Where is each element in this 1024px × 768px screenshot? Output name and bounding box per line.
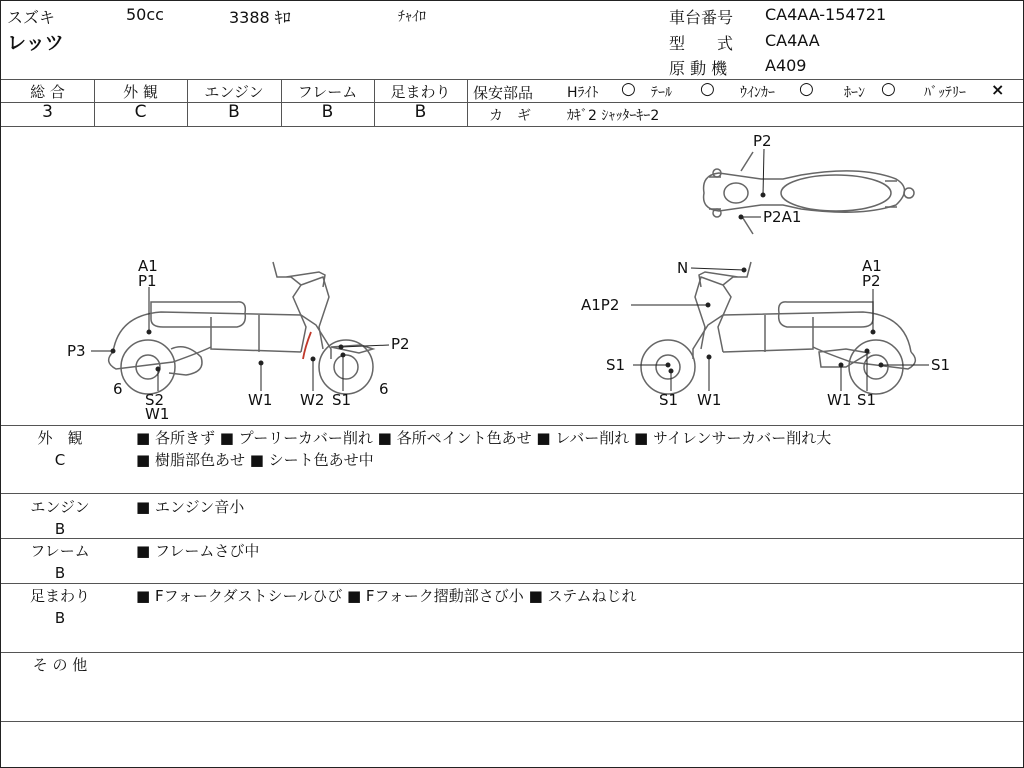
diagram-label: W1 [248, 391, 273, 409]
section-exterior-line: ■ 樹脂部色あせ ■ シート色あせ中 [136, 451, 374, 469]
grade-suspension-label: 足まわり [390, 83, 451, 101]
frame-no: CA4AA-154721 [765, 5, 887, 24]
model-name: レッツ [7, 32, 64, 54]
grade-engine-label: エンジン [204, 83, 264, 101]
diagram-label: W2 [300, 391, 325, 409]
diagram-label: A1 [138, 257, 158, 275]
safety-winker-mark: ○ [799, 79, 814, 99]
engine-label: 原 動 機 [669, 59, 728, 78]
diagram-label: N [677, 259, 689, 277]
divider [467, 79, 468, 126]
displacement: 50cc [126, 5, 164, 24]
grade-exterior-label: 外 観 [123, 83, 158, 101]
divider [1, 425, 1023, 426]
section-other-label: そ の 他 [32, 656, 88, 674]
safety-battery-label: ﾊﾞｯﾃﾘｰ [924, 85, 966, 101]
safety-headlight-mark: ○ [621, 79, 636, 99]
diagram-label: P2 [753, 132, 772, 150]
section-engine-grade: B [54, 520, 66, 538]
grade-total-label: 総 合 [30, 83, 65, 101]
section-suspension-grade: B [54, 609, 66, 627]
section-exterior-line: ■ 各所きず ■ プーリーカバー削れ ■ 各所ペイント色あせ ■ レバー削れ ■ サイレンサーカバー削れ大 [136, 429, 832, 447]
diagram-label: W1 [827, 391, 852, 409]
section-exterior-grade: C [54, 451, 66, 469]
diagram-label: P2A1 [763, 208, 802, 226]
diagram-label: P3 [67, 342, 86, 360]
safety-tail-mark: ○ [700, 79, 715, 99]
section-frame-line: ■ フレームさび中 [136, 542, 260, 560]
engine-value: A409 [765, 56, 807, 75]
maker: スズキ [7, 8, 56, 27]
safety-horn-mark: ○ [881, 79, 896, 99]
safety-headlight-label: Hﾗｲﾄ [567, 85, 599, 101]
section-suspension-label: 足まわり [29, 587, 90, 605]
damage-diagram [1, 127, 1023, 425]
diagram-label: S1 [332, 391, 352, 409]
divider [1, 652, 1023, 653]
diagram-label: A1 [862, 257, 882, 275]
section-frame-label: フレーム [30, 542, 90, 560]
safety-battery-mark: × [991, 80, 1005, 99]
scooter-top-view [704, 152, 914, 234]
diagram-label: P2 [391, 335, 410, 353]
key-label: カ ギ [489, 108, 531, 124]
section-engine-label: エンジン [30, 498, 90, 516]
divider [1, 79, 1023, 80]
divider [1, 583, 1023, 584]
diagram-label: 6 [113, 380, 123, 398]
diagram-label: S2 [145, 391, 165, 409]
diagram-label: P2 [862, 272, 881, 290]
safety-tail-label: ﾃｰﾙ [651, 85, 672, 101]
frame-no-label: 車台番号 [669, 8, 734, 27]
diagram-label: S1 [931, 356, 951, 374]
divider [467, 102, 1023, 103]
diagram-label: S1 [659, 391, 679, 409]
safety-horn-label: ﾎｰﾝ [844, 85, 865, 101]
diagram-label: S1 [857, 391, 877, 409]
diagram-label: W1 [145, 405, 170, 423]
safety-winker-label: ｳｲﾝｶｰ [740, 85, 775, 101]
divider [1, 538, 1023, 539]
grade-total-value: 3 [42, 102, 53, 122]
type-label: 型 式 [669, 34, 734, 53]
grade-suspension-value: B [414, 102, 427, 122]
section-exterior-label: 外 観 [37, 429, 83, 447]
grade-frame-label: フレーム [297, 83, 358, 101]
divider [1, 493, 1023, 494]
section-suspension-line: ■ Fフォークダストシールひび ■ Fフォーク摺動部さび小 ■ ステムねじれ [136, 587, 637, 605]
diagram-label: W1 [697, 391, 722, 409]
diagram-label: A1P2 [581, 296, 620, 314]
mileage: 3388 ｷﾛ [229, 8, 291, 27]
key-value: ｶｷﾞ2 ｼｬｯﾀｰｷｰ2 [567, 108, 660, 124]
divider [1, 721, 1023, 722]
safety-title: 保安部品 [473, 84, 534, 102]
section-engine-line: ■ エンジン音小 [136, 498, 245, 516]
diagram-label: P1 [138, 272, 157, 290]
section-frame-grade: B [54, 564, 66, 582]
grade-exterior-value: C [134, 102, 147, 122]
grade-frame-value: B [321, 102, 334, 122]
diagram-label: S1 [606, 356, 626, 374]
diagram-label: 6 [379, 380, 389, 398]
type-value: CA4AA [765, 31, 820, 50]
grade-engine-value: B [228, 102, 240, 122]
color: ﾁｬｲﾛ [398, 9, 426, 25]
